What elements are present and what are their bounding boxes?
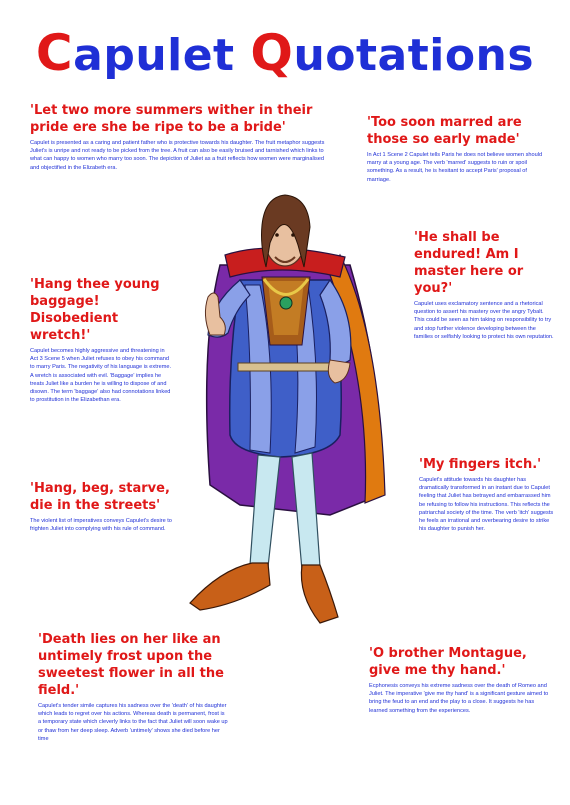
quote-text: 'Hang thee young baggage! Disobedient wretch!' (30, 277, 160, 343)
quote-text: 'Let two more summers wither in their pride ere she be ripe to be a bride' (30, 103, 313, 135)
capulet-illustration (180, 185, 390, 635)
analysis-text: Ecphonesis conveys his extreme sadness over the death of Romeo and Juliet. The imperative 'give me thy hand' is a significant gesture aimed to bring the feud to an end and the play to a close. It suggests he has learned something from the experiences. (369, 683, 549, 714)
quote-text: 'Hang, beg, starve, die in the streets' (30, 481, 170, 513)
analysis-text: Capulet's tender simile captures his sadness over the 'death' of his daughter which leads to regret over his actions. Whereas death is permanent, frost is a temporary state which cleverly links to the fact that Juliet will soon wake up or thaw from her deep sleep. Adverb 'untimely' shows she died before her time (38, 703, 228, 742)
quote-text: 'My fingers itch.' (419, 457, 542, 472)
analysis-text: Capulet's attitude towards his daughter has dramatically transformed in an instant due to Capulet feeling that Juliet has betrayed and embarrassed him be refusing to follow his instructions. This reflects the patriarchal society of the time. The verb 'itch' suggests he feels an irrational and overbearing desire to strike his daughter to punish her. (419, 477, 554, 533)
quote-block-death (38, 631, 228, 743)
quote-block-endured (414, 229, 554, 341)
quote-block-montague (369, 645, 554, 715)
analysis-text: Capulet uses exclamatory sentence and a rhetorical question to assert his mastery over the angry Tybalt. This could be seen as him taking on responsibility to try and stop further violence developing between the families or selfishly looking to protect his own reputation. (414, 301, 554, 340)
quote-block-hang-beg (30, 480, 180, 533)
quote-text: 'Too soon marred are those so early made' (367, 115, 522, 147)
analysis-text: The violent list of imperatives conveys Capulet's desire to frighten Juliet into complying with his rule of command. (30, 518, 172, 533)
page-title: Capulet Quotations (35, 24, 535, 82)
analysis-text: Capulet is presented as a caring and patient father who is protective towards his daughter. The fruit metaphor suggests Juliet's is unripe and not ready to be picked from the tree. A fruit can also be easily bruised and tarnished which links to what can happy to women who marry too soon. The depiction of Juliet as a fruit reflects how women were marginalised and objectified in the Elizabeth era. (30, 140, 325, 171)
quote-block-summers (30, 102, 330, 172)
quote-block-itch (419, 456, 554, 533)
analysis-text: Capulet becomes highly aggressive and threatening in Act 3 Scene 5 when Juliet refuses to obey his command to marry Paris. The negativity of his language is extreme. A wretch is associated with evil. 'Baggage' implies he treats Juliet like a burden he is willing to dispose of and disown. The term 'baggage' also had connotations linked to prostitution in the Elizabethan era. (30, 348, 172, 404)
quote-text: 'O brother Montague, give me thy hand.' (369, 646, 527, 678)
quote-block-marred (367, 114, 547, 184)
analysis-text: In Act 1 Scene 2 Capulet tells Paris he does not believe women should marry at a young age. The verb 'marred' suggests to ruin or spoil something. As a result, he is hesitant to accept Paris' proposal of marriage. (367, 152, 543, 183)
quote-text: 'He shall be endured! Am I master here or you?' (414, 230, 524, 296)
quote-block-baggage (30, 276, 172, 404)
quote-text: 'Death lies on her like an untimely frost upon the sweetest flower in all the field.' (38, 632, 224, 698)
